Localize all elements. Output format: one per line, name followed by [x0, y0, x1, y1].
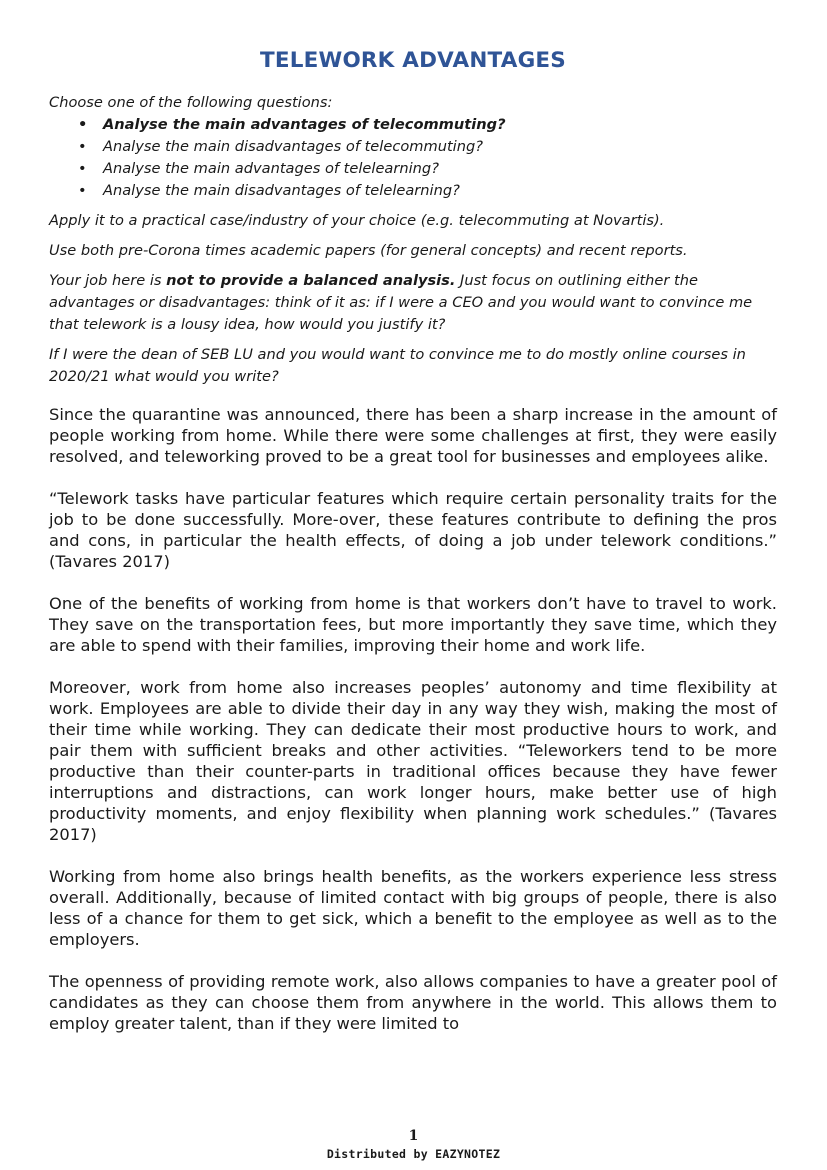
essay-body: [49, 404, 777, 1034]
instructions-job: [49, 270, 777, 336]
body-paragraph: Since the quarantine was announced, there has been a sharp increase in the amount of people working from home. While there were some challenges at first, they were easily resolved, and teleworking proved to be a great tool for businesses and employees alike.: [49, 405, 777, 466]
page-number: 1: [408, 1128, 419, 1144]
body-paragraph: One of the benefits of working from home is that workers don’t have to travel to work. They save on the transportation fees, but more importantly they save time, which they are able to spend with their families, improving their home and work life.: [49, 594, 777, 655]
question-item: • Analyse the main disadvantages of telelearning?: [49, 180, 777, 202]
document-title: TELEWORK ADVANTAGES: [260, 48, 566, 73]
job-text-pre: Your job here is: [49, 272, 167, 289]
instructions-dean: If I were the dean of SEB LU and you would want to convince me to do mostly online courses in 2020/21 what would you write?: [49, 346, 746, 385]
body-paragraph: Working from home also brings health benefits, as the workers experience less stress overall. Additionally, because of limited contact with big groups of people, there is also less of a chance for them to get sick, which a benefit to the employee as well as to the employers.: [49, 867, 777, 949]
question-list: [49, 114, 777, 202]
body-paragraph: The openness of providing remote work, also allows companies to have a greater pool of candidates as they can choose them from anywhere in the world. This allows them to employ greater talent, than if they were limited to: [49, 972, 777, 1033]
question-item: • Analyse the main advantages of telelearning?: [49, 158, 777, 180]
question-item: • Analyse the main disadvantages of telecommuting?: [49, 136, 777, 158]
job-text-post: Just focus on outlining either the advantages or disadvantages: think of it as: if I were a CEO and you would want to convince me that telework is a lousy idea, how would you justify it?: [49, 272, 753, 333]
instructions-intro: Choose one of the following questions:: [49, 94, 333, 111]
instructions-sources: Use both pre-Corona times academic papers (for general concepts) and recent reports.: [49, 242, 688, 259]
job-text-emphasis: not to provide a balanced analysis.: [166, 272, 456, 289]
assignment-instructions: [49, 92, 777, 388]
distributed-by-footer: Distributed by EAZYNOTEZ: [326, 1147, 501, 1161]
instructions-apply: Apply it to a practical case/industry of your choice (e.g. telecommuting at Novartis).: [49, 212, 665, 229]
body-paragraph: “Telework tasks have particular features which require certain personality traits for the job to be done successfully. More-over, these features contribute to defining the pros and cons, in particular the health effects, of doing a job under telework conditions.” (Tavares 2017): [49, 489, 777, 571]
document-page: [49, 48, 777, 1055]
question-item-selected: • Analyse the main advantages of telecommuting?: [49, 114, 777, 136]
body-paragraph: Moreover, work from home also increases peoples’ autonomy and time flexibility at work. Employees are able to divide their day in any way they wish, making the most of their time while working. They can dedicate their most productive hours to work, and pair them with sufficient breaks and other activities. “Teleworkers tend to be more productive than their counter-parts in traditional offices because they have fewer interruptions and distractions, can work longer hours, make better use of high productivity moments, and enjoy flexibility when planning work schedules.” (Tavares 2017): [49, 678, 777, 844]
